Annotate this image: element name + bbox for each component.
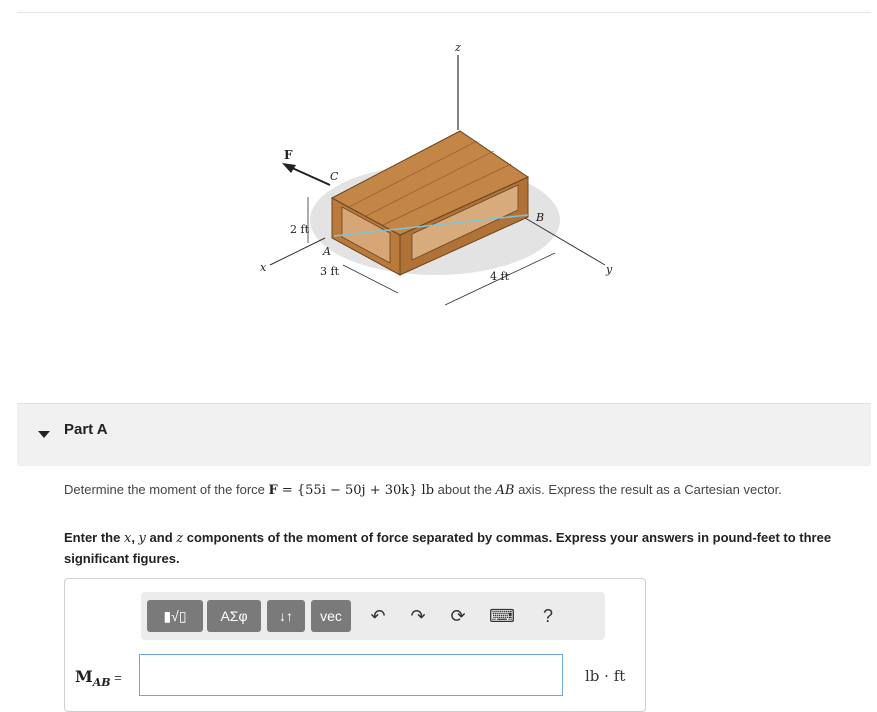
label-f: F [284, 148, 293, 162]
redo-icon[interactable]: ↷ [410, 605, 426, 626]
force-arrow-head [282, 163, 296, 173]
label-b: B [536, 211, 545, 224]
label-y: y [606, 263, 613, 276]
sort-arrows-button[interactable]: ↓↑ [267, 600, 305, 632]
part-title: Part A [64, 421, 108, 438]
help-button[interactable]: ? [542, 605, 553, 626]
collapse-triangle-icon[interactable] [35, 424, 55, 444]
reset-icon[interactable]: ⟳ [450, 605, 466, 626]
label-a: A [323, 245, 331, 258]
force-arrow [290, 167, 330, 185]
templates-button[interactable]: ▮√▯ [147, 600, 203, 632]
answer-box [64, 578, 646, 712]
label-x: x [260, 261, 267, 274]
label-z: z [455, 41, 461, 54]
undo-icon[interactable]: ↶ [370, 605, 386, 626]
units-label: lb · ft [585, 667, 626, 685]
x-axis [270, 238, 325, 265]
problem-statement: Determine the moment of the force F = {55i − 50j + 30k} lb about the AB axis. Express the result as a Cartesian vector. [64, 482, 782, 498]
label-3ft: 3 ft [320, 265, 339, 278]
label-4ft: 4 ft [490, 270, 509, 283]
top-divider [17, 12, 871, 13]
label-2ft: 2 ft [290, 223, 309, 236]
greek-symbols-button[interactable]: ΑΣφ [207, 600, 261, 632]
answer-label: $M_{AB}$ = [75, 667, 122, 690]
crate-diagram [250, 35, 630, 315]
keyboard-icon[interactable]: ⌨ [489, 605, 515, 626]
math-toolbar [141, 592, 605, 640]
vec-button[interactable]: vec [311, 600, 351, 632]
answer-instructions: Enter the x, y and z components of the moment of force separated by commas. Express your answers in pound-feet to three significant figures. [64, 530, 832, 566]
answer-input[interactable] [139, 654, 563, 696]
label-c: C [330, 170, 339, 183]
part-a-header[interactable] [17, 403, 871, 466]
